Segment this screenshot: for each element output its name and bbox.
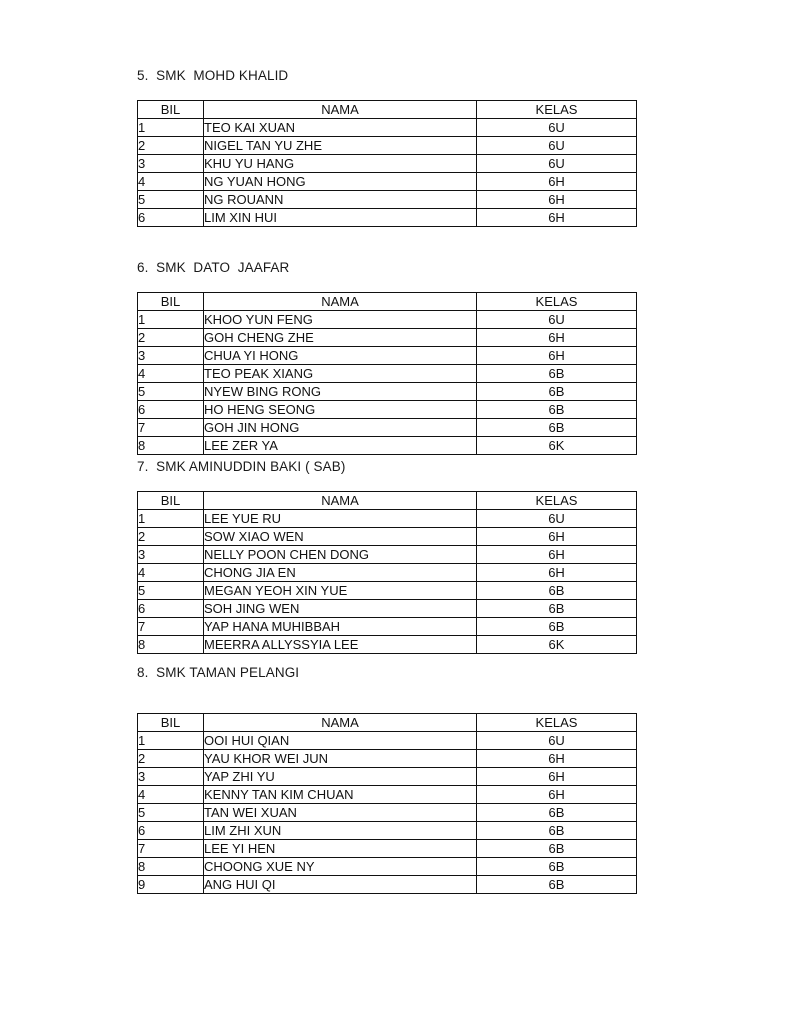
cell-nama: OOI HUI QIAN (204, 732, 477, 750)
cell-bil: 4 (138, 564, 204, 582)
cell-bil: 9 (138, 876, 204, 894)
table-row (138, 732, 637, 750)
cell-nama: NELLY POON CHEN DONG (204, 546, 477, 564)
cell-bil: 7 (138, 419, 204, 437)
cell-bil: 1 (138, 732, 204, 750)
table-row (138, 329, 637, 347)
table-row (138, 582, 637, 600)
student-roster-table (137, 292, 637, 455)
column-header-nama: NAMA (204, 492, 477, 510)
cell-bil: 6 (138, 209, 204, 227)
cell-bil: 1 (138, 119, 204, 137)
cell-bil: 3 (138, 347, 204, 365)
cell-bil: 3 (138, 155, 204, 173)
cell-nama: CHOONG XUE NY (204, 858, 477, 876)
column-header-kelas: KELAS (477, 293, 637, 311)
cell-bil: 5 (138, 804, 204, 822)
cell-kelas: 6H (477, 209, 637, 227)
table-header-row (138, 714, 637, 732)
table-row (138, 137, 637, 155)
cell-nama: YAP HANA MUHIBBAH (204, 618, 477, 636)
cell-kelas: 6B (477, 582, 637, 600)
student-roster-table (137, 491, 637, 654)
table-row (138, 119, 637, 137)
cell-kelas: 6H (477, 329, 637, 347)
table-row (138, 209, 637, 227)
cell-kelas: 6U (477, 119, 637, 137)
table-row (138, 419, 637, 437)
column-header-nama: NAMA (204, 293, 477, 311)
table-row (138, 822, 637, 840)
cell-nama: LIM ZHI XUN (204, 822, 477, 840)
cell-nama: CHONG JIA EN (204, 564, 477, 582)
cell-bil: 1 (138, 510, 204, 528)
cell-nama: CHUA YI HONG (204, 347, 477, 365)
cell-kelas: 6B (477, 840, 637, 858)
table-row (138, 510, 637, 528)
column-header-kelas: KELAS (477, 492, 637, 510)
cell-nama: MEGAN YEOH XIN YUE (204, 582, 477, 600)
cell-nama: NG YUAN HONG (204, 173, 477, 191)
cell-nama: SOH JING WEN (204, 600, 477, 618)
cell-nama: LEE ZER YA (204, 437, 477, 455)
cell-nama: LEE YI HEN (204, 840, 477, 858)
cell-kelas: 6B (477, 618, 637, 636)
cell-bil: 2 (138, 528, 204, 546)
table-header-row (138, 293, 637, 311)
student-roster-table (137, 100, 637, 227)
cell-kelas: 6H (477, 528, 637, 546)
cell-bil: 7 (138, 840, 204, 858)
cell-bil: 8 (138, 636, 204, 654)
cell-bil: 2 (138, 750, 204, 768)
column-header-bil: BIL (138, 101, 204, 119)
section-title: 5. SMK MOHD KHALID (137, 68, 289, 83)
column-header-bil: BIL (138, 293, 204, 311)
school-section (0, 665, 791, 894)
table-row (138, 191, 637, 209)
cell-kelas: 6B (477, 804, 637, 822)
cell-bil: 2 (138, 137, 204, 155)
cell-bil: 5 (138, 383, 204, 401)
cell-nama: YAU KHOR WEI JUN (204, 750, 477, 768)
cell-bil: 4 (138, 365, 204, 383)
cell-kelas: 6H (477, 191, 637, 209)
cell-kelas: 6H (477, 750, 637, 768)
cell-kelas: 6U (477, 311, 637, 329)
column-header-kelas: KELAS (477, 101, 637, 119)
table-row (138, 786, 637, 804)
table-row (138, 311, 637, 329)
table-row (138, 876, 637, 894)
column-header-nama: NAMA (204, 101, 477, 119)
cell-kelas: 6B (477, 822, 637, 840)
cell-nama: KHOO YUN FENG (204, 311, 477, 329)
table-row (138, 804, 637, 822)
cell-bil: 7 (138, 618, 204, 636)
cell-kelas: 6K (477, 437, 637, 455)
cell-kelas: 6B (477, 600, 637, 618)
school-section (0, 260, 791, 455)
cell-bil: 6 (138, 822, 204, 840)
table-row (138, 564, 637, 582)
cell-bil: 3 (138, 768, 204, 786)
table-row (138, 365, 637, 383)
cell-bil: 5 (138, 191, 204, 209)
cell-bil: 8 (138, 858, 204, 876)
cell-kelas: 6B (477, 365, 637, 383)
column-header-nama: NAMA (204, 714, 477, 732)
table-row (138, 546, 637, 564)
table-row (138, 437, 637, 455)
cell-kelas: 6H (477, 564, 637, 582)
table-row (138, 636, 637, 654)
cell-nama: TEO KAI XUAN (204, 119, 477, 137)
cell-nama: NIGEL TAN YU ZHE (204, 137, 477, 155)
cell-kelas: 6H (477, 173, 637, 191)
school-section (0, 68, 791, 227)
table-row (138, 840, 637, 858)
table-row (138, 618, 637, 636)
cell-nama: MEERRA ALLYSSYIA LEE (204, 636, 477, 654)
school-section (0, 459, 791, 654)
cell-kelas: 6B (477, 876, 637, 894)
cell-bil: 2 (138, 329, 204, 347)
cell-kelas: 6B (477, 419, 637, 437)
cell-nama: HO HENG SEONG (204, 401, 477, 419)
cell-kelas: 6H (477, 347, 637, 365)
cell-nama: TAN WEI XUAN (204, 804, 477, 822)
cell-kelas: 6B (477, 401, 637, 419)
cell-bil: 8 (138, 437, 204, 455)
student-roster-table (137, 713, 637, 894)
table-row (138, 768, 637, 786)
table-row (138, 858, 637, 876)
cell-kelas: 6H (477, 546, 637, 564)
table-row (138, 173, 637, 191)
cell-nama: LEE YUE RU (204, 510, 477, 528)
cell-kelas: 6U (477, 510, 637, 528)
cell-kelas: 6U (477, 155, 637, 173)
column-header-kelas: KELAS (477, 714, 637, 732)
cell-kelas: 6H (477, 768, 637, 786)
table-header-row (138, 101, 637, 119)
cell-kelas: 6K (477, 636, 637, 654)
cell-nama: KENNY TAN KIM CHUAN (204, 786, 477, 804)
section-title: 7. SMK AMINUDDIN BAKI ( SAB) (137, 459, 346, 474)
column-header-bil: BIL (138, 492, 204, 510)
cell-kelas: 6H (477, 786, 637, 804)
table-row (138, 528, 637, 546)
cell-nama: LIM XIN HUI (204, 209, 477, 227)
cell-nama: TEO PEAK XIANG (204, 365, 477, 383)
cell-kelas: 6B (477, 383, 637, 401)
cell-kelas: 6U (477, 137, 637, 155)
cell-kelas: 6B (477, 858, 637, 876)
table-row (138, 383, 637, 401)
cell-nama: NG ROUANN (204, 191, 477, 209)
cell-nama: GOH JIN HONG (204, 419, 477, 437)
column-header-bil: BIL (138, 714, 204, 732)
cell-nama: KHU YU HANG (204, 155, 477, 173)
cell-bil: 1 (138, 311, 204, 329)
cell-bil: 3 (138, 546, 204, 564)
cell-kelas: 6U (477, 732, 637, 750)
cell-nama: SOW XIAO WEN (204, 528, 477, 546)
table-row (138, 347, 637, 365)
table-row (138, 750, 637, 768)
table-row (138, 600, 637, 618)
cell-bil: 6 (138, 600, 204, 618)
cell-bil: 5 (138, 582, 204, 600)
table-header-row (138, 492, 637, 510)
table-row (138, 401, 637, 419)
cell-nama: NYEW BING RONG (204, 383, 477, 401)
cell-bil: 4 (138, 173, 204, 191)
cell-bil: 6 (138, 401, 204, 419)
table-row (138, 155, 637, 173)
section-title: 8. SMK TAMAN PELANGI (137, 665, 300, 680)
cell-nama: YAP ZHI YU (204, 768, 477, 786)
cell-nama: GOH CHENG ZHE (204, 329, 477, 347)
cell-bil: 4 (138, 786, 204, 804)
cell-nama: ANG HUI QI (204, 876, 477, 894)
section-title: 6. SMK DATO JAAFAR (137, 260, 290, 275)
